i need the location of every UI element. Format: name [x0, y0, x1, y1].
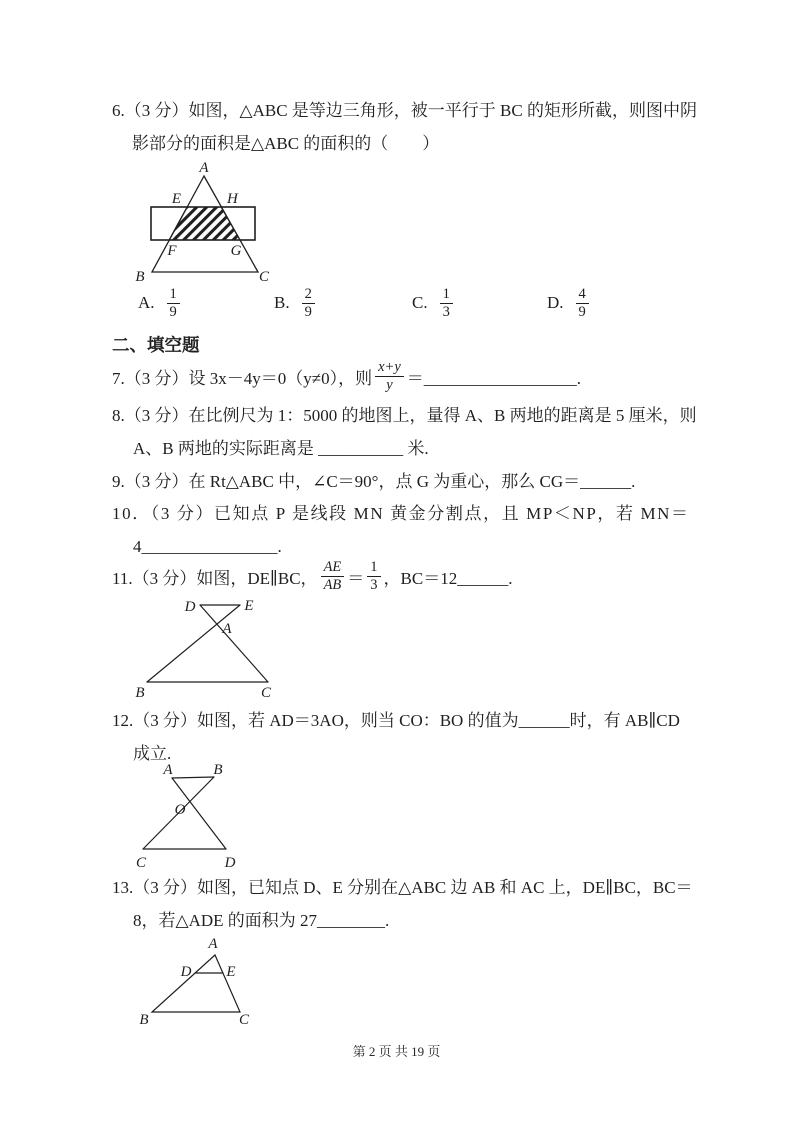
q6-option-a	[138, 286, 183, 320]
q8-line2: A、B 两地的实际距离是 __________ 米.	[133, 439, 429, 458]
fraction-numerator: 4	[576, 286, 589, 304]
fig13-label-A: A	[208, 936, 218, 952]
q12-line2: 成立.	[133, 744, 172, 763]
q6-option-a-fraction	[167, 286, 180, 320]
fraction-numerator: 1	[167, 286, 180, 304]
q13-line1: 13.（3 分）如图，已知点 D、E 分别在△ABC 边 AB 和 AC 上，DE∥BC，BC＝	[112, 878, 693, 897]
q12-segment-AB	[172, 777, 214, 778]
fig11-label-A: A	[222, 621, 232, 637]
fig6-label-A: A	[199, 162, 209, 176]
q6-option-c-label: C.	[412, 293, 428, 313]
fraction-denominator: 9	[578, 303, 586, 320]
q7-text-post: ＝__________________.	[406, 368, 581, 388]
fraction-denominator: 9	[169, 303, 177, 320]
fig6-label-C: C	[258, 269, 270, 285]
fig6-label-G: G	[230, 243, 242, 259]
q11-line	[112, 556, 512, 596]
q6-figure-triangle-rectangle	[128, 162, 278, 286]
fraction-denominator: 3	[370, 576, 378, 593]
q9-line1: 9.（3 分）在 Rt△ABC 中，∠C＝90°，点 G 为重心，那么 CG＝______.	[112, 472, 636, 491]
q6-option-a-label: A.	[138, 293, 155, 313]
q11-figure-bowtie-triangles	[133, 595, 283, 701]
q11-segment-DC	[200, 605, 268, 682]
fraction-denominator: AB	[323, 576, 342, 593]
q6-option-b-fraction	[302, 286, 315, 320]
fraction-numerator: AE	[321, 559, 345, 577]
q6-option-b-label: B.	[274, 293, 290, 313]
q11-equals: ＝	[347, 568, 365, 588]
q6-option-d-fraction	[576, 286, 589, 320]
q11-segment-EB	[147, 605, 240, 682]
fraction-numerator: 1	[367, 559, 380, 577]
q6-line1: 6.（3 分）如图，△ABC 是等边三角形，被一平行于 BC 的矩形所截，则图中阴	[112, 101, 697, 120]
fig6-label-B: B	[135, 269, 145, 285]
fraction-numerator: 2	[302, 286, 315, 304]
section-2-title: 二、填空题	[112, 335, 200, 355]
fraction-denominator: 3	[442, 303, 450, 320]
fig12-label-O: O	[174, 802, 186, 818]
fig6-label-E: E	[171, 191, 181, 207]
fig6-label-H: H	[227, 191, 238, 207]
fig12-label-C: C	[135, 855, 147, 871]
q6-shaded-trapezoid	[169, 207, 240, 240]
q11-fraction-ae-ab	[321, 559, 345, 593]
q10-line2: 4________________.	[133, 537, 282, 556]
fraction-numerator: 1	[440, 286, 453, 304]
q6-option-b	[274, 286, 318, 320]
fraction-denominator: 9	[304, 303, 312, 320]
q12-line1: 12.（3 分）如图，若 AD＝3AO，则当 CO：BO 的值为______时，有 AB∥CD	[112, 711, 680, 730]
fraction-numerator: x+y	[375, 359, 404, 377]
q11-text-post: ，BC＝12______.	[383, 568, 513, 588]
fig11-label-D: D	[184, 599, 196, 615]
fig12-label-A: A	[163, 763, 173, 778]
fig11-label-C: C	[260, 685, 272, 701]
fig13-label-E: E	[226, 964, 236, 980]
q6-option-c-fraction	[440, 286, 453, 320]
fig13-label-C: C	[238, 1012, 250, 1028]
fig12-label-B: B	[213, 763, 223, 778]
q6-option-d-label: D.	[547, 293, 564, 313]
fraction-denominator: y	[386, 376, 393, 393]
q7-line	[112, 356, 581, 396]
page-number-footer: 第 2 页 共 19 页	[352, 1044, 441, 1059]
q13-figure-triangle-with-de	[138, 933, 258, 1028]
q8-line1: 8.（3 分）在比例尺为 1：5000 的地图上，量得 A、B 两地的距离是 5 厘米，则	[112, 406, 697, 425]
q13-line2: 8，若△ADE 的面积为 27________.	[133, 911, 390, 930]
q10-line1: 10．（3 分）已知点 P 是线段 MN 黄金分割点，且 MP＜NP，若 MN＝	[112, 504, 690, 523]
fig11-label-B: B	[135, 685, 145, 701]
q11-text-pre: 11.（3 分）如图，DE∥BC，	[112, 568, 318, 588]
fig6-label-F: F	[167, 243, 177, 259]
q12-figure-bowtie-triangles	[133, 763, 253, 871]
q7-text-pre: 7.（3 分）设 3x－4y＝0（y≠0），则	[112, 368, 373, 388]
fig12-label-D: D	[224, 855, 236, 871]
fig13-label-D: D	[180, 964, 192, 980]
fig11-label-E: E	[244, 598, 254, 614]
q11-fraction-one-third	[367, 559, 380, 593]
q6-option-d	[547, 286, 592, 320]
q6-line2: 影部分的面积是△ABC 的面积的（ ）	[132, 134, 440, 153]
q7-fraction	[375, 359, 404, 393]
q6-option-c	[412, 286, 456, 320]
fig13-label-B: B	[139, 1012, 149, 1028]
